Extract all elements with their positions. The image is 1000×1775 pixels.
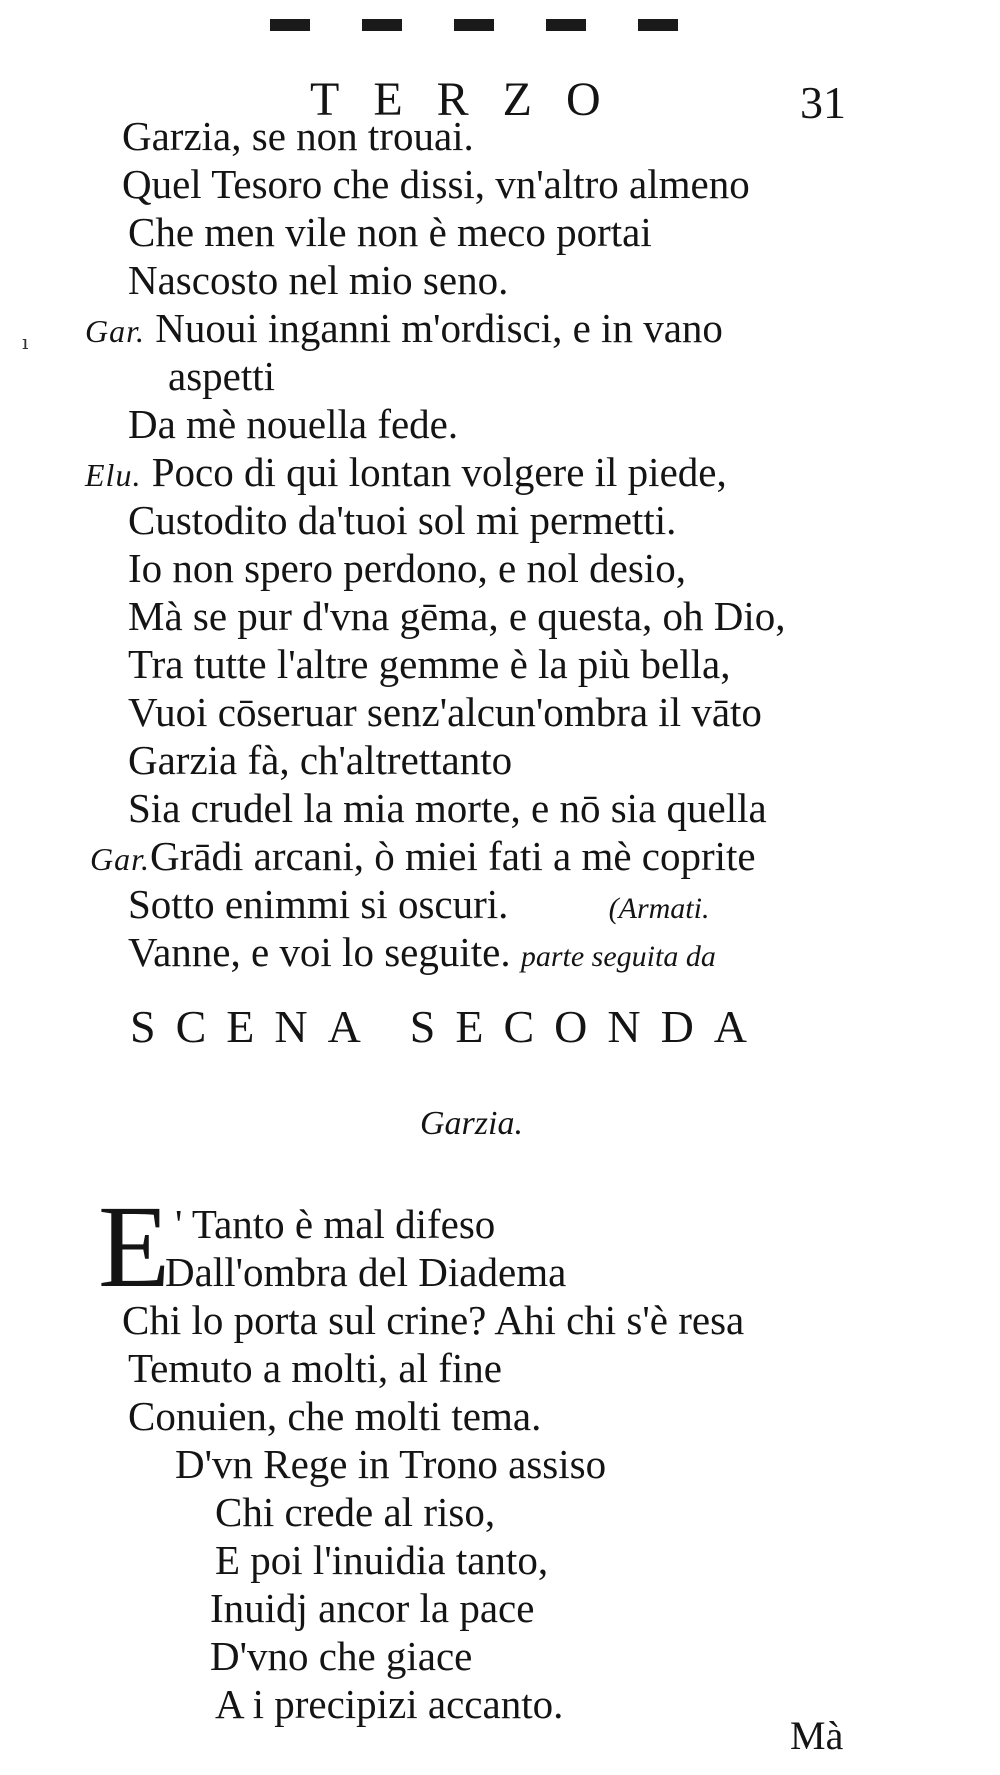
stage-direction: parte seguita da	[520, 940, 716, 973]
verse-line: D'vn Rege in Trono assiso	[175, 1441, 607, 1487]
verse-line: Da mè nouella fede.	[128, 401, 459, 447]
verse-line: D'vno che giace	[210, 1633, 473, 1679]
verse-line: Nascosto nel mio seno.	[128, 257, 509, 303]
verse-line: A i precipizi accanto.	[215, 1681, 564, 1727]
verse-line: Chi lo porta sul crine? Ahi chi s'è resa	[122, 1297, 745, 1343]
verse-line-with-speaker: Elu. Poco di qui lontan volgere il piede,	[85, 449, 727, 495]
verse-line: Vuoi cōseruar senz'alcun'ombra il vāto	[128, 689, 762, 735]
margin-mark: ı	[22, 330, 29, 354]
speaker-label: Elu.	[85, 457, 142, 493]
verse-line: Garzia fà, ch'altrettanto	[128, 737, 513, 783]
speaker-label: Gar.	[90, 841, 151, 877]
running-head: TERZO	[310, 73, 635, 126]
verse-line: Tra tutte l'altre gemme è la più bella,	[128, 641, 731, 687]
verse-line-with-stage-direction: Sotto enimmi si oscuri. (Armati.	[128, 881, 710, 927]
drop-cap: E	[98, 1181, 171, 1312]
verse-line: Mà se pur d'vna gēma, e questa, oh Dio,	[128, 593, 786, 639]
verse-line-with-speaker: Gar.Grādi arcani, ò miei fati a mè coprite	[90, 833, 756, 879]
verse-line: Custodito da'tuoi sol mi permetti.	[128, 497, 677, 543]
verse-line: Io non spero perdono, e nol desio,	[128, 545, 686, 591]
verse-line: Che men vile non è meco portai	[128, 209, 652, 255]
verse-line: Chi crede al riso,	[215, 1489, 496, 1535]
verse-line: Inuidj ancor la pace	[210, 1585, 535, 1631]
verse-line: Conuien, che molti tema.	[128, 1393, 542, 1439]
verse-line: aspetti	[168, 353, 276, 399]
verse-line: Dall'ombra del Diadema	[165, 1249, 567, 1295]
scene-character: Garzia.	[420, 1105, 523, 1142]
cropped-previous-line: ▬▬▬▬▬	[270, 0, 730, 40]
catchword: Mà	[790, 1713, 844, 1758]
verse-line: ' Tanto è mal difeso	[175, 1201, 496, 1247]
verse-line: Sia crudel la mia morte, e nō sia quella	[128, 785, 767, 831]
verse-line: Temuto a molti, al fine	[128, 1345, 503, 1391]
page-number: 31	[800, 77, 846, 128]
verse-line-with-stage-direction: Vanne, e voi lo seguite. parte seguita da	[128, 929, 716, 975]
verse-line: Quel Tesoro che dissi, vn'altro almeno	[122, 161, 750, 207]
stage-direction: (Armati.	[608, 892, 710, 925]
scene-title: SCENA SECONDA	[130, 1001, 768, 1052]
verse-line-with-speaker: Gar. Nuoui inganni m'ordisci, e in vano	[85, 305, 723, 351]
speaker-label: Gar.	[85, 313, 146, 349]
verse-line: E poi l'inuidia tanto,	[215, 1537, 549, 1583]
verse-line: Garzia, se non trouai.	[122, 113, 474, 159]
